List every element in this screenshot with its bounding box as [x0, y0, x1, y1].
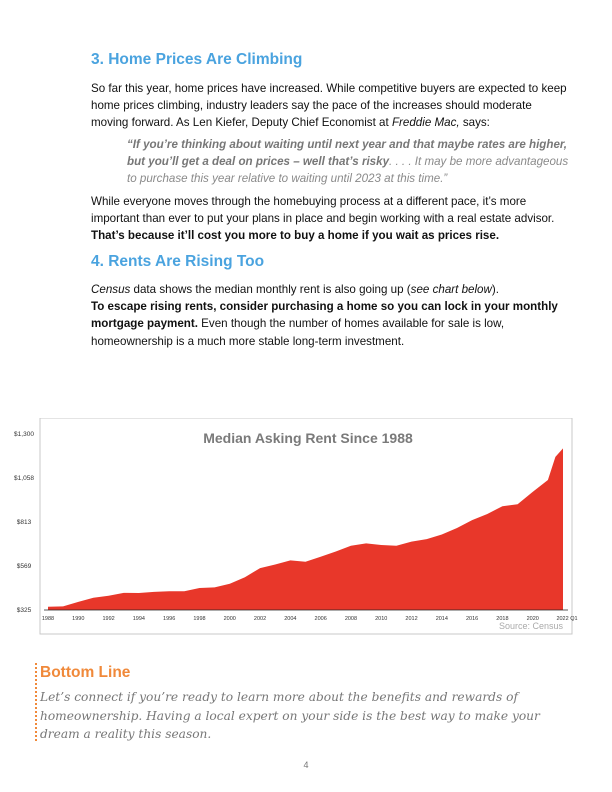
section-3-heading: 3. Home Prices Are Climbing: [91, 51, 303, 68]
quote-rest: . . . . It may be more advantageous to purchase this year relative to waiting until 2023 at this time.”: [127, 155, 569, 186]
section-4-paragraph: [91, 281, 571, 350]
census-word: Census: [91, 283, 131, 296]
x-tick-label: 2012: [405, 616, 418, 622]
chart-title: Median Asking Rent Since 1988: [203, 430, 413, 446]
x-tick-label: 1990: [72, 616, 85, 622]
rent-area: [48, 448, 563, 610]
y-tick-label: $569: [16, 563, 32, 570]
p4-text-a: data shows the median monthly rent is also going up (: [130, 283, 411, 296]
x-tick-label: 2020: [526, 616, 539, 622]
p4-text-c: Even though the number of homes available for sale is low, homeownership is a much more stable long-term investment.: [91, 317, 505, 348]
section-3-paragraph-1: [91, 80, 571, 132]
kiefer-quote: [127, 136, 572, 188]
p4-bold: To escape rising rents, consider purchasing a home so you can lock in your monthly mortgage payment.: [91, 300, 558, 331]
x-tick-label: 2010: [375, 616, 388, 622]
para1-freddie-mac: Freddie Mac,: [391, 116, 460, 130]
y-tick-label: $1,300: [14, 431, 34, 438]
x-tick-label: 2014: [435, 616, 448, 622]
x-tick-label: 2018: [496, 616, 509, 622]
x-tick-label: 1994: [132, 616, 146, 622]
para1-text-a: So far this year, home prices have increased. While competitive buyers are expected to keep home prices climbing, industry leaders say the pace of the increases should moderate moving forward. As Len Kiefer, Deputy Chief Economist at: [91, 82, 567, 130]
bottom-line-accent: [35, 663, 37, 741]
x-tick-label: 1988: [41, 616, 55, 622]
para1-text-b: says:: [459, 116, 490, 130]
p4-text-b: ).: [491, 283, 499, 296]
y-tick-label: $1,058: [14, 475, 34, 482]
y-tick-label: $325: [16, 607, 32, 614]
page-number: 4: [303, 760, 309, 770]
median-rent-chart: [0, 418, 612, 636]
x-axis: [42, 616, 578, 622]
x-tick-label: 2002: [253, 616, 267, 622]
x-tick-label: 1996: [163, 616, 176, 622]
x-tick-label: 2004: [284, 616, 297, 622]
bottom-line-title: Bottom Line: [40, 664, 131, 681]
quote-bold: “If you’re thinking about waiting until next year and that maybe rates are higher, but you’ll get a deal on prices – well that’s risky: [127, 138, 568, 169]
para2-text: While everyone moves through the homebuying process at a different pace, it’s more important than ever to put your plans in place and begin working with a real estate advisor.: [91, 195, 555, 226]
section-3-paragraph-2: [91, 193, 571, 245]
chart-source: Source: Census: [498, 621, 563, 631]
x-tick-label: 2022 Q1: [556, 616, 578, 622]
section-4-heading: 4. Rents Are Rising Too: [91, 253, 265, 270]
see-chart-below: see chart below: [410, 283, 492, 296]
x-tick-label: 1992: [102, 616, 115, 622]
x-tick-label: 2008: [344, 616, 358, 622]
y-axis: [14, 431, 34, 614]
x-tick-label: 2000: [223, 616, 236, 622]
y-tick-label: $813: [16, 519, 32, 526]
bottom-line-text: Let’s connect if you’re ready to learn more about the benefits and rewards of homeownership. Having a local expert on your side is the best way to make your dream a reality this season.: [40, 690, 540, 741]
x-tick-label: 2016: [465, 616, 479, 622]
x-tick-label: 2006: [314, 616, 327, 622]
para2-bold: That’s because it’ll cost you more to buy a home if you wait as prices rise.: [91, 229, 500, 243]
x-tick-label: 1998: [193, 616, 206, 622]
